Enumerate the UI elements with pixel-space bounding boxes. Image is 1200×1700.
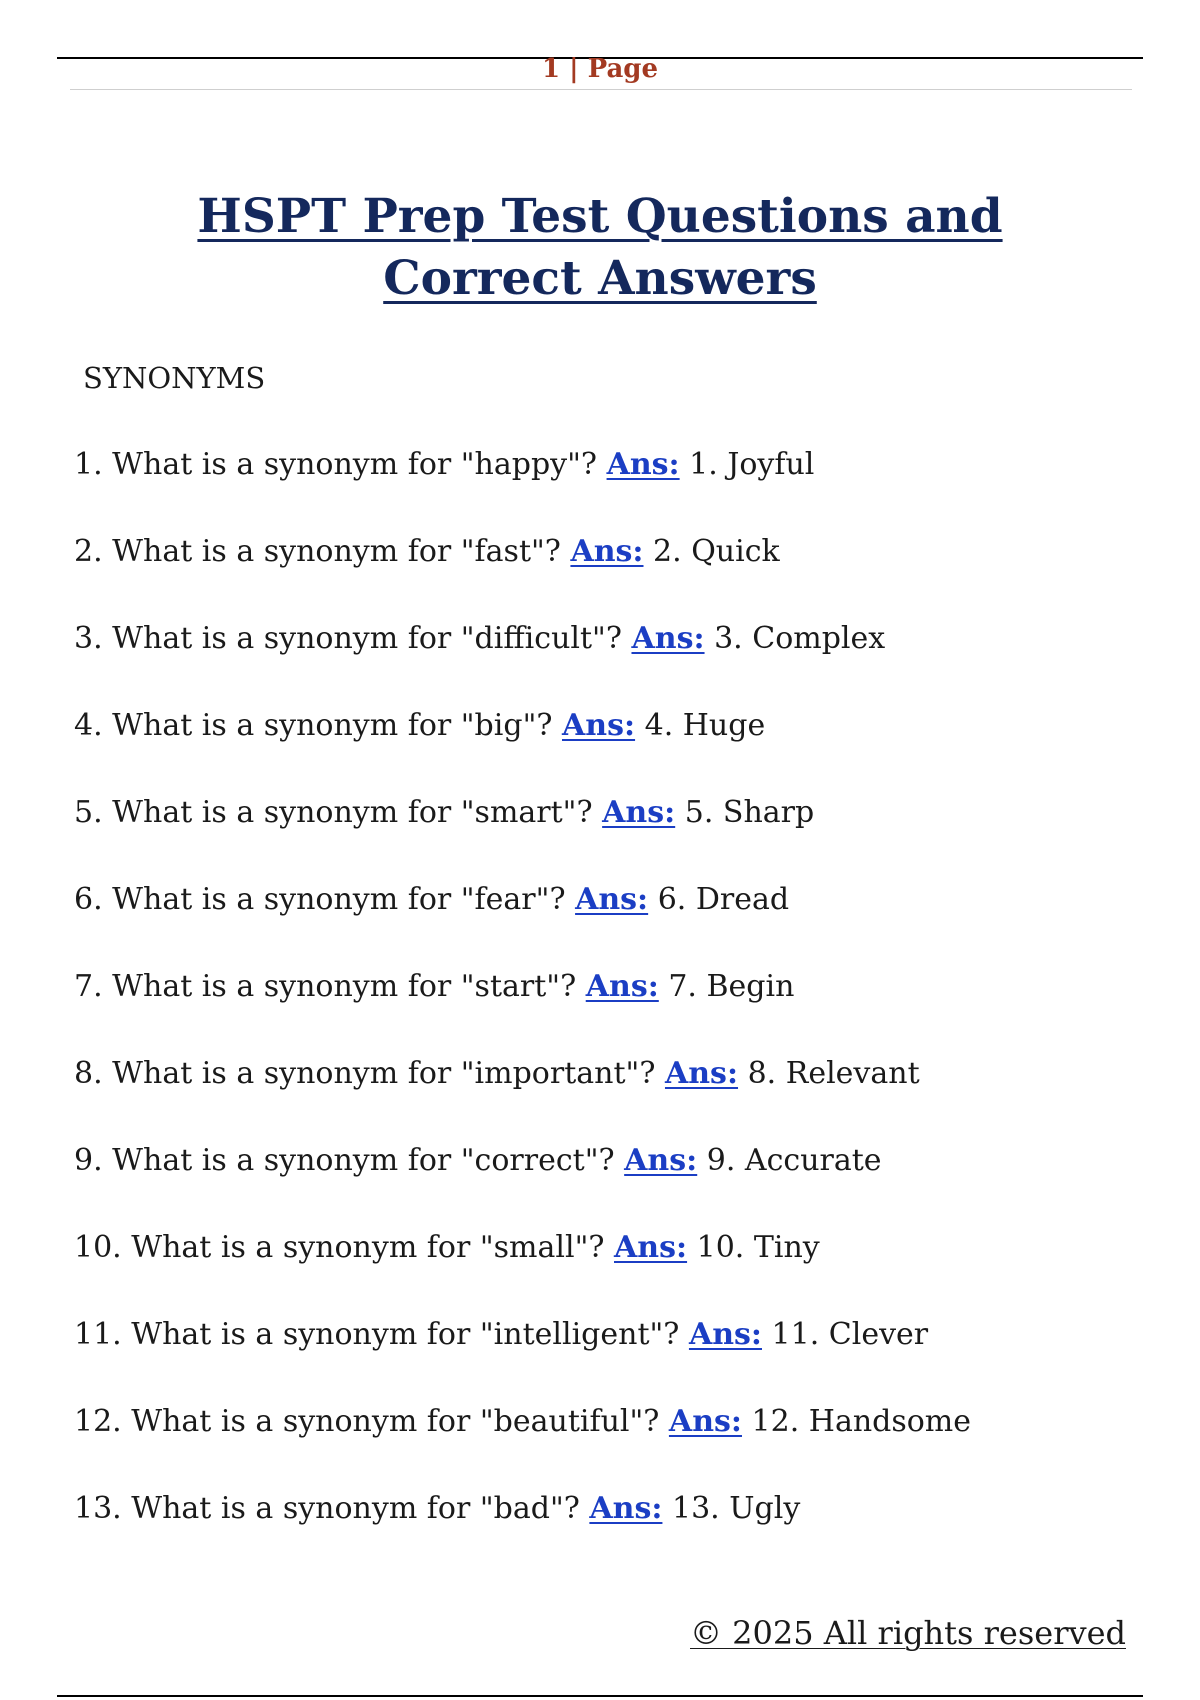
question-item [74,1315,1134,1402]
copyright-notice: © 2025 All rights reserved [690,1614,1126,1652]
answer-text: 9. Accurate [706,1143,882,1178]
question-list [74,445,1134,1576]
question-text: 5. What is a synonym for "smart"? [74,795,593,830]
answer-link[interactable]: Ans: [570,534,644,569]
question-text: 8. What is a synonym for "important"? [74,1056,656,1091]
question-item [74,1141,1134,1228]
question-text: 6. What is a synonym for "fear"? [74,882,566,917]
question-text: 2. What is a synonym for "fast"? [74,534,561,569]
answer-link[interactable]: Ans: [602,795,676,830]
question-text: 13. What is a synonym for "bad"? [74,1491,580,1526]
document-title: HSPT Prep Test Questions and Correct Answers [197,189,1003,306]
question-text: 12. What is a synonym for "beautiful"? [74,1404,660,1439]
question-item [74,706,1134,793]
answer-link[interactable]: Ans: [624,1143,698,1178]
question-item [74,880,1134,967]
question-text: 7. What is a synonym for "start"? [74,969,577,1004]
answer-text: 6. Dread [657,882,790,917]
question-text: 4. What is a synonym for "big"? [74,708,553,743]
question-item [74,445,1134,532]
answer-text: 1. Joyful [689,447,815,482]
question-item [74,1054,1134,1141]
question-text: 3. What is a synonym for "difficult"? [74,621,622,656]
question-item [74,967,1134,1054]
answer-text: 13. Ugly [671,1491,801,1526]
question-item [74,1228,1134,1315]
answer-text: 5. Sharp [684,795,815,830]
answer-link[interactable]: Ans: [664,1056,739,1091]
answer-text: 7. Begin [668,969,795,1004]
answer-text: 3. Complex [714,621,886,656]
answer-text: 11. Clever [771,1317,929,1352]
question-item [74,1489,1134,1576]
answer-text: 12. Handsome [751,1404,972,1439]
answer-text: 2. Quick [653,534,780,569]
question-text: 10. What is a synonym for "small"? [74,1230,605,1265]
question-item [74,619,1134,706]
answer-link[interactable]: Ans: [614,1230,688,1265]
question-item [74,793,1134,880]
answer-text: 10. Tiny [696,1230,820,1265]
answer-link[interactable]: Ans: [575,882,649,917]
footer-rule [57,1695,1143,1697]
page-number: 1 | Page [541,54,659,84]
answer-link[interactable]: Ans: [585,969,659,1004]
answer-link[interactable]: Ans: [562,708,636,743]
answer-text: 8. Relevant [747,1056,920,1091]
answer-text: 4. Huge [644,708,766,743]
section-heading: SYNONYMS [83,361,266,395]
answer-link[interactable]: Ans: [589,1491,663,1526]
question-item [74,1402,1134,1489]
answer-link[interactable]: Ans: [668,1404,742,1439]
answer-link[interactable]: Ans: [606,447,680,482]
question-text: 1. What is a synonym for "happy"? [74,447,598,482]
header-divider [70,89,1132,90]
answer-link[interactable]: Ans: [688,1317,762,1352]
answer-link[interactable]: Ans: [631,621,705,656]
question-text: 9. What is a synonym for "correct"? [74,1143,615,1178]
question-text: 11. What is a synonym for "intelligent"? [74,1317,680,1352]
question-item [74,532,1134,619]
